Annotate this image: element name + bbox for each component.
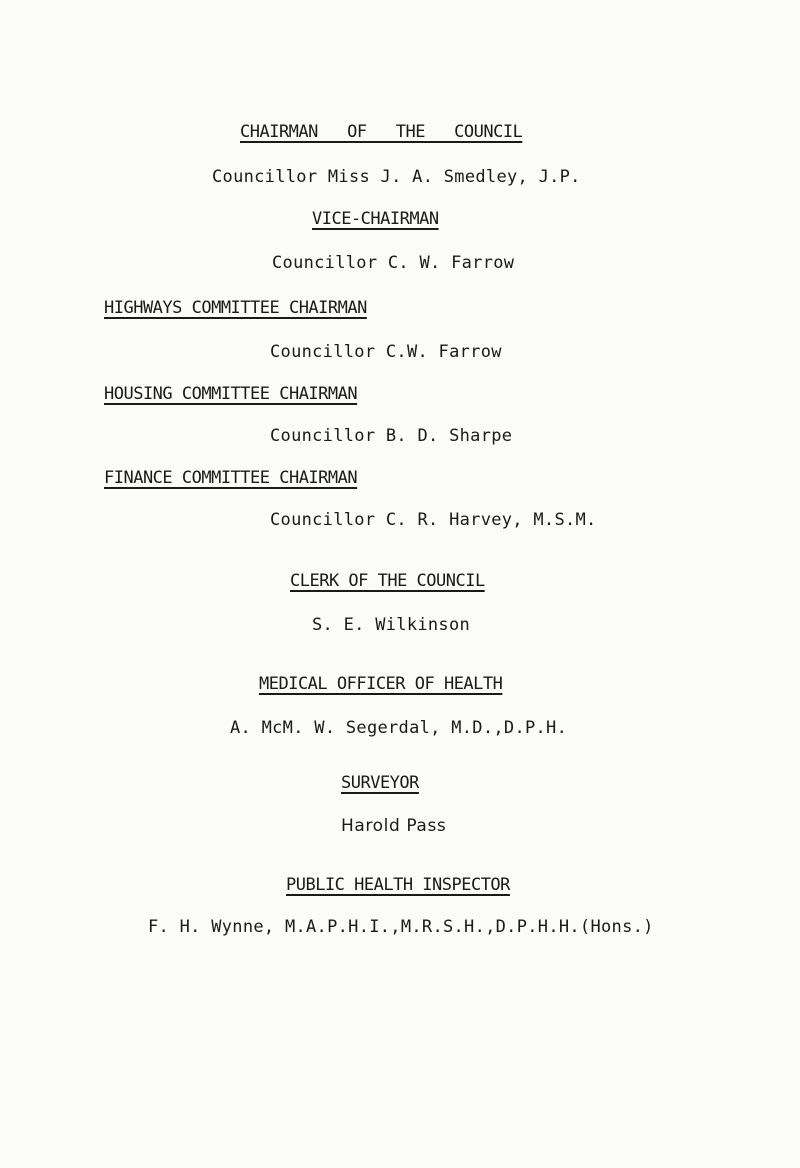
chairman-heading: CHAIRMAN OF THE COUNCIL — [240, 122, 523, 142]
highways-committee-heading: HIGHWAYS COMMITTEE CHAIRMAN — [104, 298, 367, 318]
housing-committee-heading: HOUSING COMMITTEE CHAIRMAN — [104, 384, 358, 404]
chairman-name: Councillor Miss J. A. Smedley, J.P. — [212, 167, 581, 187]
vice-chairman-name: Councillor C. W. Farrow — [272, 253, 515, 273]
highways-committee-name: Councillor C.W. Farrow — [270, 342, 502, 362]
finance-committee-heading: FINANCE COMMITTEE CHAIRMAN — [104, 468, 358, 488]
surveyor-name: Harold Pass — [341, 816, 447, 836]
surveyor-heading: SURVEYOR — [341, 773, 419, 793]
housing-committee-name: Councillor B. D. Sharpe — [270, 426, 513, 446]
clerk-name: S. E. Wilkinson — [312, 615, 471, 635]
medical-officer-name: A. McM. W. Segerdal, M.D.,D.P.H. — [230, 718, 568, 738]
clerk-heading: CLERK OF THE COUNCIL — [290, 571, 485, 591]
medical-officer-heading: MEDICAL OFFICER OF HEALTH — [259, 674, 503, 694]
public-health-inspector-heading: PUBLIC HEALTH INSPECTOR — [286, 875, 510, 895]
public-health-inspector-name: F. H. Wynne, M.A.P.H.I.,M.R.S.H.,D.P.H.H.(Hons.) — [148, 917, 654, 937]
finance-committee-name: Councillor C. R. Harvey, M.S.M. — [270, 510, 597, 530]
vice-chairman-heading: VICE-CHAIRMAN — [312, 209, 439, 229]
